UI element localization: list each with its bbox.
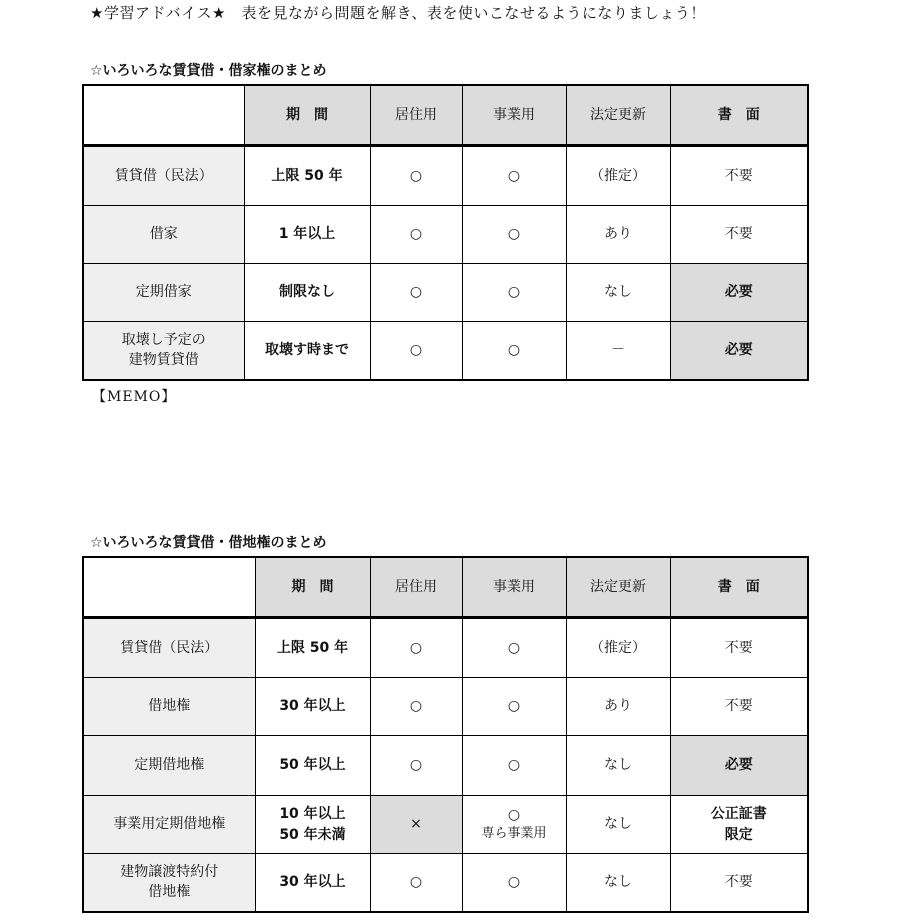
business-line1: ○ [507,806,521,823]
renewal-cell: なし [566,736,670,796]
term-line1: 10 年以上 [279,806,346,823]
document-cell: 必要 [670,736,808,796]
table-row [83,796,808,854]
document-cell: 不要 [670,678,808,736]
header-document: 書 面 [670,85,808,146]
row-label-line1: 取壊し予定の [121,331,206,348]
header-residential: 居住用 [370,557,462,618]
term-cell: 50 年以上 [255,736,370,796]
header-corner [83,557,255,618]
residential-cell: ○ [370,678,462,736]
header-renewal: 法定更新 [566,85,670,146]
business-cell: ○ [462,206,566,264]
renewal-cell: なし [566,796,670,854]
business-cell: ○ [462,322,566,380]
term-cell: 30 年以上 [255,854,370,912]
row-label: 借家 [83,206,244,264]
table-header-row [83,85,808,146]
header-residential: 居住用 [370,85,462,146]
header-document: 書 面 [670,557,808,618]
residential-cell: × [370,796,462,854]
business-line2: 専ら事業用 [481,826,547,842]
row-label: 事業用定期借地権 [83,796,255,854]
table-header-row [83,557,808,618]
table-row [83,854,808,912]
document-cell [670,796,808,854]
header-term: 期 間 [255,557,370,618]
term-cell: 制限なし [244,264,370,322]
table2-title: ☆いろいろな賃貸借・借地権のまとめ [90,535,327,551]
residential-cell: ○ [370,264,462,322]
renewal-cell: － [566,322,670,380]
residential-cell: ○ [370,206,462,264]
business-cell: ○ [462,264,566,322]
header-corner [83,85,244,146]
document-cell: 必要 [670,322,808,380]
row-label: 賃貸借（民法） [83,618,255,678]
table-row [83,322,808,380]
row-label: 定期借地権 [83,736,255,796]
row-label [83,854,255,912]
row-label-line1: 建物譲渡特約付 [120,863,219,880]
business-cell [462,796,566,854]
lease-summary-table [82,84,809,381]
document-cell: 必要 [670,264,808,322]
residential-cell: ○ [370,146,462,206]
table-row [83,264,808,322]
table1-title: ☆いろいろな賃貸借・借家権のまとめ [90,63,327,79]
term-line2: 50 年未満 [279,826,346,843]
document-cell: 不要 [670,146,808,206]
header-renewal: 法定更新 [566,557,670,618]
table-row [83,618,808,678]
header-business: 事業用 [462,85,566,146]
term-cell: 取壊す時まで [244,322,370,380]
document-cell: 不要 [670,854,808,912]
table-row [83,146,808,206]
renewal-cell: なし [566,854,670,912]
residential-cell: ○ [370,322,462,380]
land-lease-summary-table [82,556,809,913]
table-row [83,206,808,264]
row-label: 定期借家 [83,264,244,322]
term-cell: 1 年以上 [244,206,370,264]
table-row [83,736,808,796]
renewal-cell: あり [566,206,670,264]
term-cell [255,796,370,854]
row-label [83,322,244,380]
term-cell: 上限 50 年 [255,618,370,678]
business-cell: ○ [462,678,566,736]
document-cell: 不要 [670,618,808,678]
renewal-cell: （推定） [566,618,670,678]
row-label-line2: 借地権 [148,884,191,901]
term-cell: 30 年以上 [255,678,370,736]
document-line1: 公正証書 [710,806,767,823]
renewal-cell: あり [566,678,670,736]
row-label-line2: 建物賃貸借 [128,352,199,369]
document-cell: 不要 [670,206,808,264]
residential-cell: ○ [370,736,462,796]
business-cell: ○ [462,618,566,678]
business-cell: ○ [462,146,566,206]
row-label: 借地権 [83,678,255,736]
header-term: 期 間 [244,85,370,146]
study-advice: ★学習アドバイス★ 表を見ながら問題を解き、表を使いこなせるようになりましょう！ [90,4,706,22]
table-row [83,678,808,736]
business-cell: ○ [462,854,566,912]
row-label: 賃貸借（民法） [83,146,244,206]
renewal-cell: なし [566,264,670,322]
memo-label: 【MEMO】 [92,389,177,405]
business-cell: ○ [462,736,566,796]
header-business: 事業用 [462,557,566,618]
residential-cell: ○ [370,854,462,912]
term-cell: 上限 50 年 [244,146,370,206]
residential-cell: ○ [370,618,462,678]
renewal-cell: （推定） [566,146,670,206]
document-line2: 限定 [724,826,753,843]
